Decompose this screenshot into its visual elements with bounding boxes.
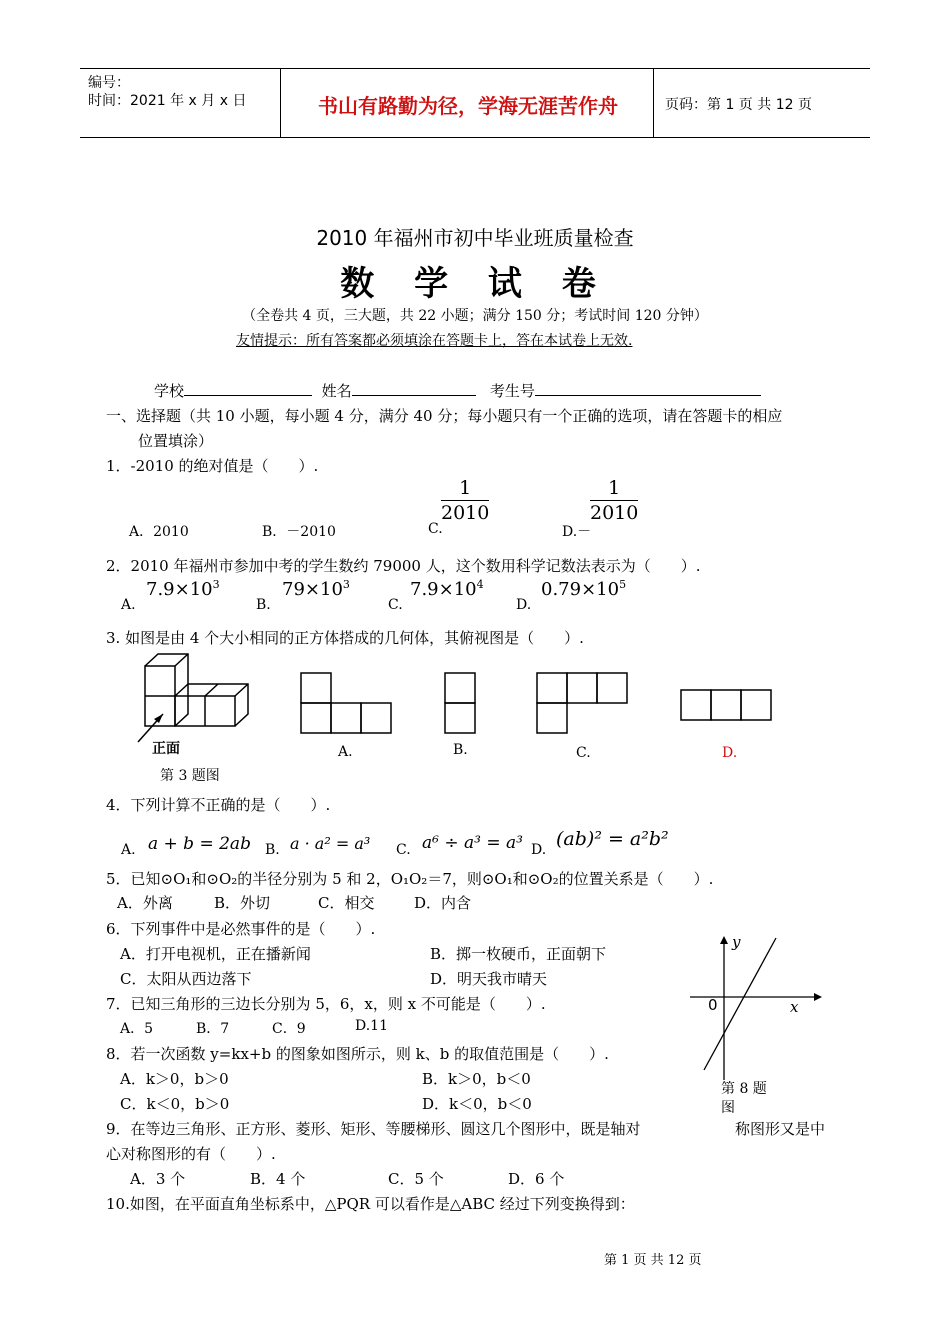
q8-stem: 8．若一次函数 y=kx+b 的图象如图所示，则 k、b 的取值范围是（ ）. — [106, 1045, 609, 1063]
section1-heading-line1: 一、选择题（共 10 小题，每小题 4 分，满分 40 分；每小题只有一个正确的选项，请在答题卡的相应 — [106, 407, 783, 425]
q8-option-b: B．k＞0，b＜0 — [422, 1070, 531, 1088]
section1-heading-line2: 位置填涂） — [138, 432, 214, 450]
fraction-numerator: 1 — [590, 476, 638, 501]
q8-option-d: D．k＜0，b＜0 — [422, 1095, 532, 1113]
q10-stem: 10.如图，在平面直角坐标系中，△PQR 可以看作是△ABC 经过下列变换得到： — [106, 1195, 635, 1213]
q9-stem-part2: 称图形又是中 — [735, 1120, 826, 1138]
q2-d-label: D. — [516, 597, 532, 613]
q3-caption: 第 3 题图 — [160, 768, 220, 784]
q1-option-a: A．2010 — [129, 524, 189, 540]
q8-option-a: A．k＞0，b＞0 — [120, 1070, 229, 1088]
exam-notice: 友情提示：所有答案都必须填涂在答题卡上，答在本试卷上无效. — [236, 333, 633, 349]
q3-option-d: D. — [722, 745, 738, 761]
school-label: 学校 — [154, 382, 185, 400]
q4-b-label: B. — [265, 842, 280, 858]
q9-stem-part1: 9．在等边三角形、正方形、菱形、矩形、等腰梯形、圆这几个图形中，既是轴对 — [106, 1120, 641, 1138]
q4-a-label: A. — [121, 842, 136, 858]
exam-no-blank[interactable] — [535, 381, 761, 396]
q6-option-c: C．太阳从西边落下 — [120, 970, 252, 988]
q1-option-c: C. — [428, 521, 443, 537]
q3-option-b: B. — [453, 742, 468, 758]
q4-c-math: a⁶ ÷ a³ = a³ — [422, 833, 523, 853]
q3-solid-figure — [130, 650, 260, 760]
q7-option-d: D.11 — [355, 1018, 388, 1034]
q6-option-d: D．明天我市晴天 — [430, 970, 548, 988]
q5-option-c: C．相交 — [318, 894, 375, 912]
q6-stem: 6．下列事件中是必然事件的是（ ）. — [106, 920, 376, 938]
q4-stem: 4．下列计算不正确的是（ ）. — [106, 796, 331, 814]
q7-stem: 7．已知三角形的三边长分别为 5，6，x，则 x 不可能是（ ）. — [106, 995, 546, 1013]
exam-no-label: 考生号 — [489, 382, 535, 400]
q6-option-b: B．掷一枚硬币，正面朝下 — [430, 945, 607, 963]
q3-option-c: C. — [576, 745, 591, 761]
q7-option-b: B．7 — [196, 1021, 230, 1037]
q1-stem: 1．-2010 的绝对值是（ ）. — [106, 457, 319, 475]
q5-stem: 5．已知⊙O₁和⊙O₂的半径分别为 5 和 2，O₁O₂＝7，则⊙O₁和⊙O₂的位置关系是（ ）. — [106, 870, 714, 888]
q2-a-label: A. — [121, 597, 136, 613]
q9-stem-line2: 心对称图形的有（ ）. — [106, 1145, 276, 1163]
exam-title: 2010 年福州市初中毕业班质量检查 — [316, 226, 634, 250]
q9-option-b: B．4 个 — [250, 1170, 306, 1188]
q9-option-d: D．6 个 — [508, 1170, 565, 1188]
q8-x-axis-label: x — [790, 998, 799, 1016]
q7-option-a: A．5 — [120, 1021, 154, 1037]
name-blank[interactable] — [352, 381, 476, 396]
q2-c-label: C. — [388, 597, 403, 613]
q2-stem: 2．2010 年福州市参加中考的学生数约 79000 人，这个数用科学记数法表示为（ ）. — [106, 557, 701, 575]
q9-option-a: A．3 个 — [130, 1170, 186, 1188]
exam-subject: 数 学 试 卷 — [340, 264, 610, 304]
q3-stem: 3. 如图是由 4 个大小相同的正方体搭成的几何体，其俯视图是（ ）. — [106, 629, 584, 647]
q4-a-math: a + b = 2ab — [148, 834, 251, 854]
name-label: 姓名 — [321, 382, 352, 400]
header-motto: 书山有路勤为径，学海无涯苦作舟 — [318, 94, 618, 118]
q1-c-fraction — [441, 476, 489, 525]
q8-origin-label: 0 — [708, 996, 718, 1014]
fraction-denominator: 2010 — [590, 502, 639, 524]
q3-option-a: A. — [338, 744, 353, 760]
q3-option-b-figure — [444, 672, 476, 734]
fields-row — [154, 380, 761, 401]
q9-option-c: C．5 个 — [388, 1170, 444, 1188]
q8-option-c: C．k＜0，b＞0 — [120, 1095, 230, 1113]
q5-option-b: B．外切 — [214, 894, 271, 912]
school-blank[interactable] — [184, 381, 312, 396]
q3-front-label: 正面 — [152, 741, 180, 757]
q2-b-label: B. — [256, 597, 271, 613]
q1-option-b: B．－2010 — [262, 524, 336, 540]
q8-caption-line2: 图 — [721, 1100, 735, 1116]
q4-d-math: (ab)² = a²b² — [556, 828, 669, 850]
q5-option-a: A．外离 — [117, 894, 173, 912]
exam-info: （全卷共 4 页，三大题，共 22 小题；满分 150 分；考试时间 120 分钟） — [242, 308, 708, 324]
q5-option-d: D．内含 — [414, 894, 472, 912]
q3-option-d-figure — [680, 689, 772, 721]
header-date-label: 时间：2021 年 x 月 x 日 — [88, 93, 247, 109]
q4-b-math: a · a² = a³ — [290, 834, 371, 853]
q3-option-a-figure — [300, 672, 392, 734]
q1-option-d: D.－ — [562, 524, 592, 540]
header-number-label: 编号： — [88, 75, 130, 91]
q2-b-math: $79\times 10^3$ — [282, 578, 350, 600]
q4-c-label: C. — [396, 842, 411, 858]
q4-d-label: D. — [531, 842, 547, 858]
q2-d-math: $0.79\times 10^5$ — [541, 578, 627, 600]
fraction-numerator: 1 — [441, 476, 489, 501]
header-divider — [280, 69, 281, 137]
q8-caption-line1: 第 8 题 — [721, 1081, 767, 1097]
header-page-info: 页码：第 1 页 共 12 页 — [665, 97, 812, 113]
q6-option-a: A．打开电视机，正在播新闻 — [120, 945, 311, 963]
q3-option-c-figure — [536, 672, 628, 734]
q2-c-math: $7.9\times 10^4$ — [410, 578, 484, 600]
page-footer: 第 1 页 共 12 页 — [604, 1253, 702, 1268]
fraction-denominator: 2010 — [441, 502, 490, 524]
q1-d-fraction — [590, 476, 638, 525]
q2-a-math: $7.9\times 10^3$ — [146, 578, 220, 600]
q7-option-c: C．9 — [272, 1021, 306, 1037]
q8-y-axis-label: y — [732, 933, 741, 951]
